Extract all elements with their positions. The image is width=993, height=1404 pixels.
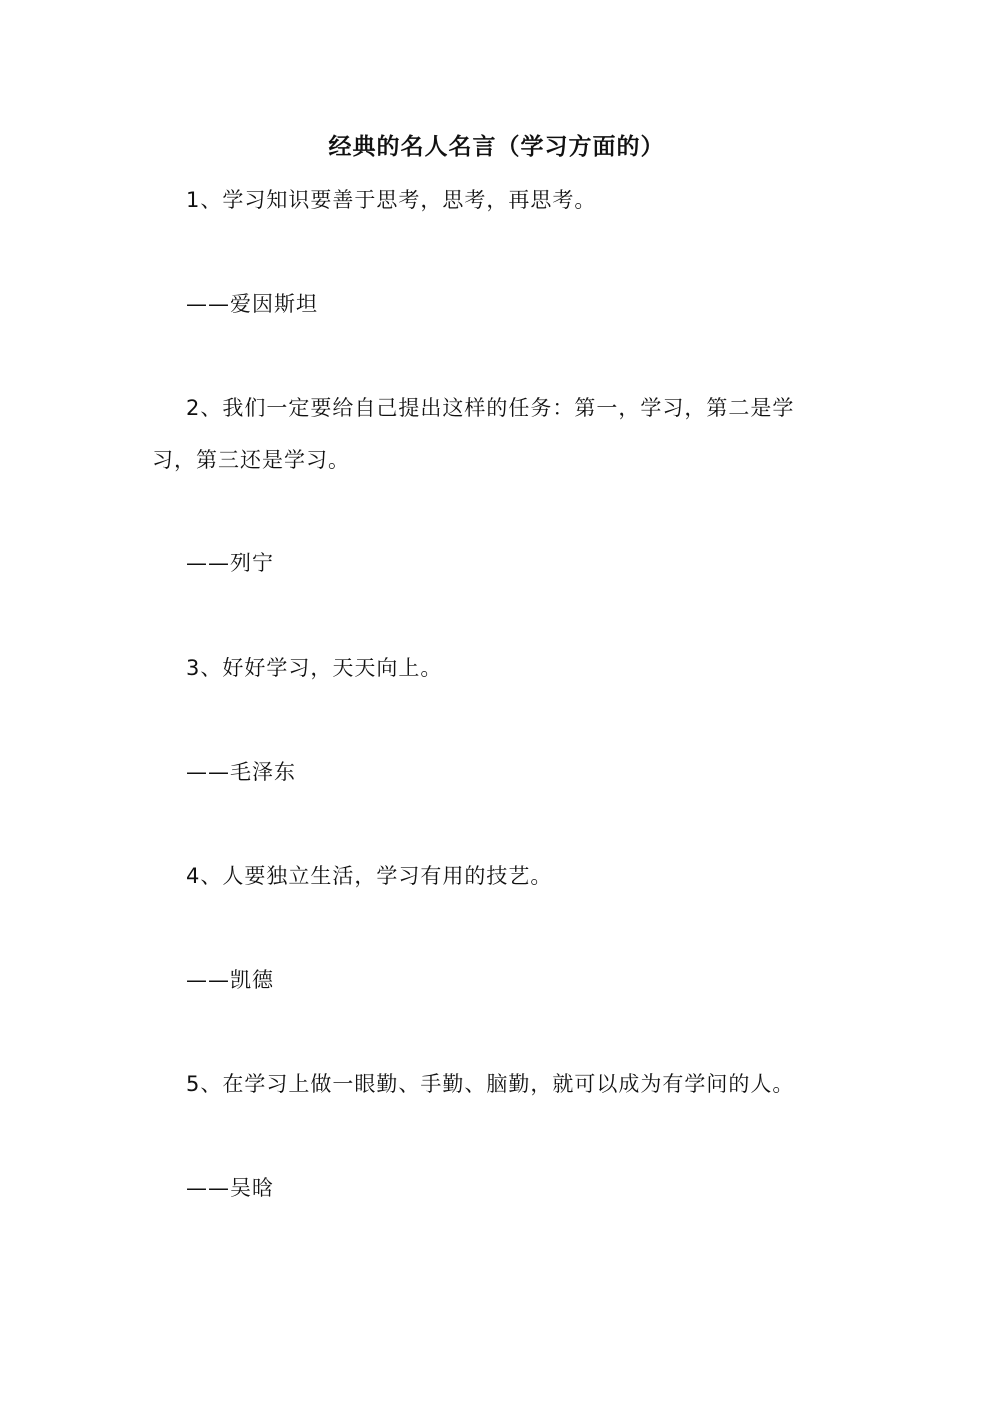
quote-4-author: ——凯德 [186, 968, 274, 992]
quote-1-text: 1、学习知识要善于思考，思考，再思考。 [186, 188, 597, 212]
quote-5-author: ——吴晗 [186, 1176, 274, 1200]
quote-5-text: 5、在学习上做一眼勤、手勤、脑勤，就可以成为有学问的人。 [186, 1072, 795, 1096]
quote-2-text-line2: 习，第三还是学习。 [152, 448, 350, 472]
quote-1-author: ——爱因斯坦 [186, 292, 318, 316]
quote-3-author: ——毛泽东 [186, 760, 296, 784]
quote-4-text: 4、人要独立生活，学习有用的技艺。 [186, 864, 553, 888]
page-title: 经典的名人名言（学习方面的） [328, 133, 665, 160]
quote-2-text-line1: 2、我们一定要给自己提出这样的任务：第一，学习，第二是学 [186, 396, 795, 420]
quote-3-text: 3、好好学习，天天向上。 [186, 656, 443, 680]
quote-2-author: ——列宁 [186, 551, 274, 575]
